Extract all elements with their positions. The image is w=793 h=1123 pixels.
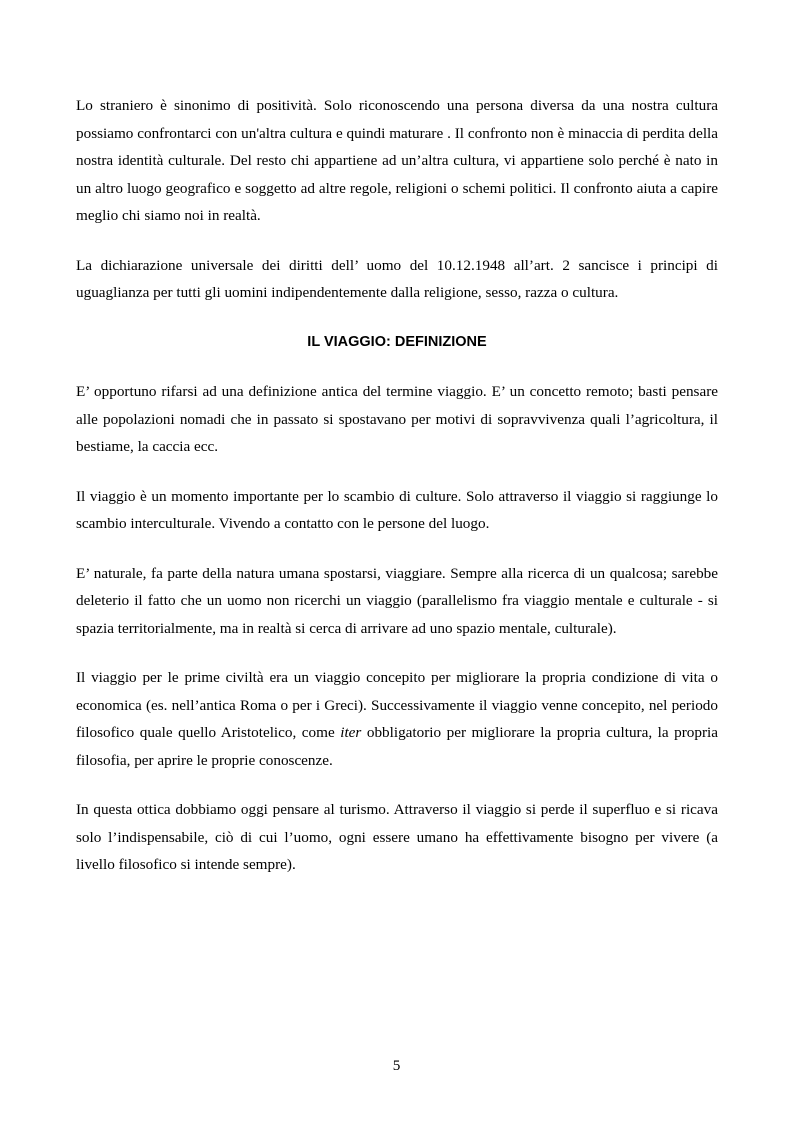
italic-iter: iter xyxy=(340,724,362,741)
section-heading: IL VIAGGIO: DEFINIZIONE xyxy=(307,333,487,350)
paragraph-scambio: Il viaggio è un momento importante per lo scambio di culture. Solo attraverso il viaggio si raggiunge lo scambio interculturale. Vivendo a contatto con le persone del luogo. xyxy=(76,487,718,532)
document-page xyxy=(76,92,718,901)
paragraph-dichiarazione: La dichiarazione universale dei diritti dell’ uomo del 10.12.1948 all’art. 2 sancisce i principi di uguaglianza per tutti gli uomini indipendentemente dalla religione, sesso, razza o cultura. xyxy=(76,256,718,301)
paragraph-iter-before: Il viaggio per le prime civiltà era un viaggio concepito per migliorare la propria condizione di vita o economica (es. nell’antica Roma o per i Greci). Successivamente il viaggio venne concepito, nel periodo filosofico quale quello Aristotelico, come xyxy=(76,669,718,741)
paragraph-iter-after: obbligatorio per migliorare la propria cultura, la propria filosofia, per aprire le proprie conoscenze. xyxy=(76,724,718,769)
page-number: 5 xyxy=(392,1057,401,1074)
paragraph-definizione: E’ opportuno rifarsi ad una definizione antica del termine viaggio. E’ un concetto remoto; basti pensare alle popolazioni nomadi che in passato si spostavano per motivi di sopravvivenza quali l’agricoltura, il bestiame, la caccia ecc. xyxy=(76,383,718,455)
paragraph-turismo: In questa ottica dobbiamo oggi pensare al turismo. Attraverso il viaggio si perde il superfluo e si ricava solo l’indispensabile, ciò di cui l’uomo, ogni essere umano ha effettivamente bisogno per vivere (a livello filosofico si intende sempre). xyxy=(76,801,718,873)
paragraph-straniero: Lo straniero è sinonimo di positività. Solo riconoscendo una persona diversa da una nostra cultura possiamo confrontarci con un'altra cultura e quindi maturare . Il confronto non è minaccia di perdita della nostra identità culturale. Del resto chi appartiene ad un’altra cultura, vi appartiene solo perché è nato in un altro luogo geografico e soggetto ad altre regole, religioni o schemi politici. Il confronto aiuta a capire meglio chi siamo noi in realtà. xyxy=(76,97,718,224)
paragraph-naturale: E’ naturale, fa parte della natura umana spostarsi, viaggiare. Sempre alla ricerca di un qualcosa; sarebbe deleterio il fatto che un uomo non ricerchi un viaggio (parallelismo fra viaggio mentale e culturale - si spazia territorialmente, ma in realtà si cerca di arrivare ad uno spazio mentale, culturale). xyxy=(76,564,718,637)
paragraph-prime-civilta xyxy=(76,664,718,774)
